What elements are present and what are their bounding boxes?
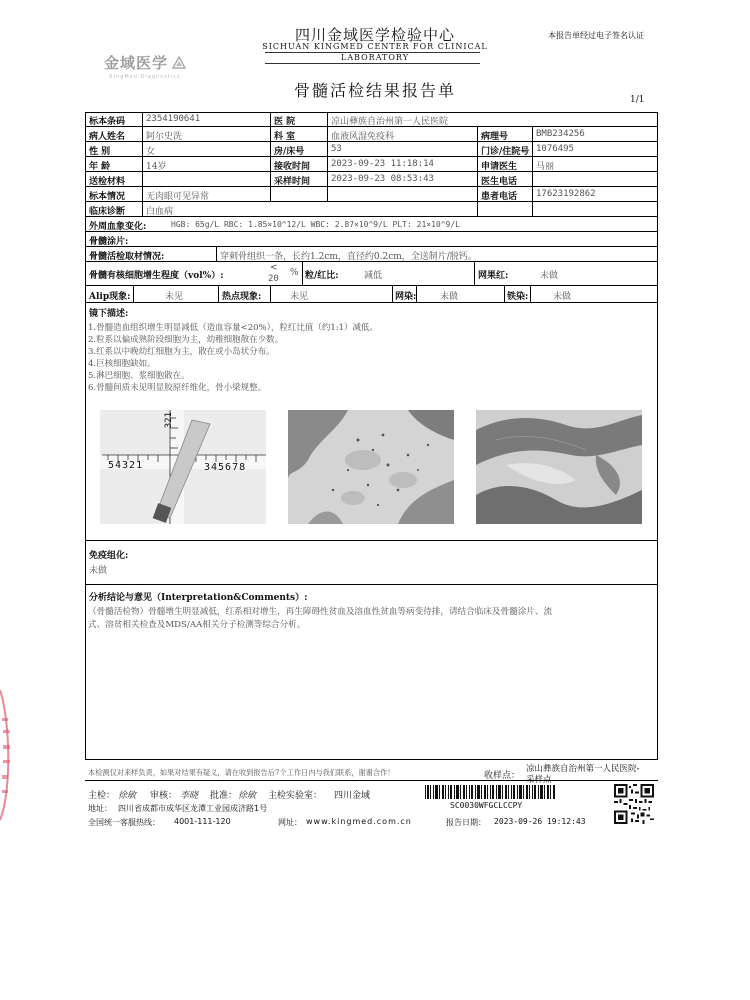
center-name-en-2: LABORATORY <box>341 53 409 62</box>
approver-signature: 徐敏 <box>238 791 257 801</box>
pathno-label: 病理号 <box>481 132 509 142</box>
sex-label: 性 别 <box>89 147 111 157</box>
pathno-value: BMB234256 <box>536 129 585 139</box>
approver-label: 批准： <box>210 791 238 801</box>
header-rule-2 <box>265 63 480 64</box>
microscopy-label: 镜下描述: <box>89 309 129 319</box>
barcode-value: 2354190641 <box>146 114 201 124</box>
grid-line <box>85 584 658 585</box>
fiber-stain-label: 网染: <box>395 292 417 302</box>
center-name: 四川金域医学检验中心 <box>294 26 455 44</box>
iron-stain-value: 未做 <box>553 292 572 302</box>
grid-col <box>270 112 271 201</box>
sampling-label: 骨髓活检取材情况: <box>89 252 165 262</box>
sampled-time-label: 采样时间 <box>274 177 311 187</box>
sampled-time-value: 2023-09-23 08:53:43 <box>331 174 434 184</box>
lab-value: 四川金域 <box>334 791 371 801</box>
address-label: 地址： <box>88 804 112 813</box>
sex-value: 女 <box>146 147 156 157</box>
cellularity-unit: % <box>290 268 299 278</box>
sampling-value: 穿刺骨组织一条，长约1.2cm，直径约0.2cm，全送制片/脱钙。 <box>220 252 477 262</box>
ruler-numbers-left: 54321 <box>108 460 144 471</box>
reticulin-label: 网果红: <box>478 271 509 281</box>
doctor-value: 马丽 <box>536 162 555 172</box>
microscopy-line: 4.巨核细胞缺如。 <box>88 359 156 369</box>
seal-stamp <box>0 690 14 820</box>
micrograph-2 <box>476 410 642 524</box>
grid-col <box>142 112 143 216</box>
conclusion-label: 分析结论与意见（Interpretation&Comments）: <box>89 593 308 603</box>
alip-label: Alip现象: <box>89 292 131 302</box>
clinic-no-label: 门诊/住院号 <box>481 147 530 157</box>
clinic-no-value: 1076495 <box>536 144 574 154</box>
diagnosis-value: 白血病 <box>146 207 174 217</box>
grid-col <box>216 246 217 261</box>
website-value: www.kingmed.com.cn <box>306 817 412 826</box>
grid-col <box>133 285 134 302</box>
dept-label: 科 室 <box>274 132 296 142</box>
microscopy-line: 3.红系以中晚幼红细胞为主，散在或小岛状分布。 <box>88 347 275 357</box>
cellularity-value: 20 <box>268 274 279 284</box>
ruler-numbers-top: 321 <box>164 412 174 429</box>
website-label: 网址： <box>278 818 302 827</box>
lab-label: 主检实验室： <box>268 791 323 801</box>
material-label: 送检材料 <box>89 177 126 187</box>
blood-label: 外周血象变化: <box>89 222 147 232</box>
e-signature-note: 本报告单经过电子签名认证 <box>548 31 644 40</box>
immuno-label: 免疫组化: <box>89 551 129 561</box>
hotspot-value: 未见 <box>290 292 309 302</box>
blood-value: HGB: 65g/L RBC: 1.85×10^12/L WBC: 2.87×10^9/L PLT: 21×10^9/L <box>171 220 460 229</box>
patient-phone-label: 患者电话 <box>481 192 518 202</box>
grid-col <box>530 285 531 302</box>
qr-code <box>614 784 654 824</box>
grid-line <box>85 186 658 187</box>
hotline-label: 全国统一客服热线： <box>88 818 160 827</box>
alip-value: 未见 <box>165 292 184 302</box>
tester-label: 主检： <box>88 791 116 801</box>
microscopy-line: 1.骨髓造血组织增生明显减低（造血容量<20%），粒红比值（约1:1）减低。 <box>88 323 379 333</box>
grid-col <box>270 285 271 302</box>
doctor-phone-label: 医生电话 <box>481 177 518 187</box>
sample-point-label: 收样点： <box>484 771 521 781</box>
grid-line <box>85 231 658 232</box>
grid-col <box>532 126 533 216</box>
logo-subtext: KingMed Diagnostics <box>109 74 181 80</box>
address-value: 四川省成都市成华区龙潭工业园成济路1号 <box>118 804 268 813</box>
grid-line <box>85 540 658 541</box>
reviewer-signature: 李晓 <box>180 791 199 801</box>
micrograph-1 <box>288 410 454 524</box>
specimen-label: 标本情况 <box>89 192 126 202</box>
cellularity-lt: < <box>270 263 278 273</box>
barcode-text: SC0030WFGCLCCPY <box>450 801 523 810</box>
report-date-value: 2023-09-26 19:12:43 <box>494 817 586 826</box>
reviewer-label: 审核： <box>150 791 178 801</box>
diagnosis-label: 临床诊断 <box>89 207 126 217</box>
footer-rule <box>85 780 658 781</box>
center-name-en-1: SICHUAN KINGMED CENTER FOR CLINICAL <box>262 42 488 51</box>
grid-line <box>85 302 658 303</box>
kingmed-logo <box>104 52 186 80</box>
grid-col <box>327 112 328 201</box>
hospital-value: 凉山彝族自治州第一人民医院 <box>331 117 449 127</box>
cellularity-label: 骨髓有核细胞增生程度（vol%）: <box>89 271 224 281</box>
ratio-label: 粒/红比: <box>305 271 339 281</box>
grid-col <box>474 261 475 285</box>
specimen-photo <box>100 410 266 524</box>
age-label: 年 龄 <box>89 162 111 172</box>
grid-line <box>85 246 658 247</box>
bed-value: 53 <box>331 144 342 154</box>
grid-col <box>392 285 393 302</box>
specimen-value: 无肉眼可见异常 <box>146 192 210 202</box>
grid-col <box>302 261 303 285</box>
grid-line <box>85 156 658 157</box>
conclusion-line-2: 式、溶贫相关检查及MDS/AA相关分子检测等综合分析。 <box>88 620 306 630</box>
grid-line <box>85 285 658 286</box>
patient-phone-value: 17623192862 <box>536 189 596 199</box>
logo-text: 金域医学 <box>104 54 169 72</box>
microscopy-line: 5.淋巴细胞、浆细胞散在。 <box>88 371 190 381</box>
microscopy-line: 2.粒系以偏成熟阶段细胞为主，幼稚细胞散在少数。 <box>88 335 284 345</box>
smear-label: 骨髓涂片: <box>89 237 129 247</box>
microscopy-line: 6.骨髓间质未见明显胶原纤维化，骨小梁规整。 <box>88 383 267 393</box>
hospital-label: 医 院 <box>274 117 296 127</box>
sample-point-value-1: 凉山彝族自治州第一人民医院- <box>526 764 640 774</box>
doctor-label: 申请医生 <box>481 162 518 172</box>
hotspot-label: 热点现象: <box>222 292 262 302</box>
fiber-stain-value: 未做 <box>440 292 459 302</box>
age-value: 14岁 <box>146 162 167 172</box>
report-date-label: 报告日期： <box>446 818 486 827</box>
grid-col <box>218 285 219 302</box>
report-barcode <box>425 785 555 799</box>
received-time-label: 接收时间 <box>274 162 311 172</box>
page-number: 1/1 <box>630 95 645 105</box>
grid-line <box>85 171 658 172</box>
ratio-value: 减低 <box>364 271 383 281</box>
tester-signature: 徐敏 <box>118 791 137 801</box>
hotline-value: 4001-111-120 <box>174 817 231 826</box>
reticulin-value: 未做 <box>540 271 559 281</box>
grid-col <box>504 285 505 302</box>
barcode-label: 标本条码 <box>89 117 126 127</box>
disclaimer-note: 本检测仅对来样负责，如果对结果有疑义，请在收到报告后7个工作日内与我们联系，谢谢合作！ <box>88 768 395 777</box>
name-value: 阿尔史洗 <box>146 132 183 142</box>
logo-mark-icon <box>172 56 186 70</box>
immuno-value: 未做 <box>89 566 108 576</box>
sample-point-value-2: 采样点 <box>526 775 552 785</box>
ruler-numbers-right: 345678 <box>204 462 247 473</box>
grid-col <box>477 126 478 216</box>
received-time-value: 2023-09-23 11:18:14 <box>331 159 434 169</box>
report-title: 骨髓活检结果报告单 <box>293 81 456 100</box>
iron-stain-label: 铁染: <box>507 292 529 302</box>
dept-value: 血液风湿免疫科 <box>331 132 395 142</box>
bed-label: 房/床号 <box>274 147 305 157</box>
name-label: 病人姓名 <box>89 132 126 142</box>
conclusion-line-1: （骨髓活检物）骨髓增生明显减低，红系相对增生，再生障碍性贫血及溶血性贫血等病变待排，请结合临床及骨髓涂片、流 <box>88 607 553 617</box>
